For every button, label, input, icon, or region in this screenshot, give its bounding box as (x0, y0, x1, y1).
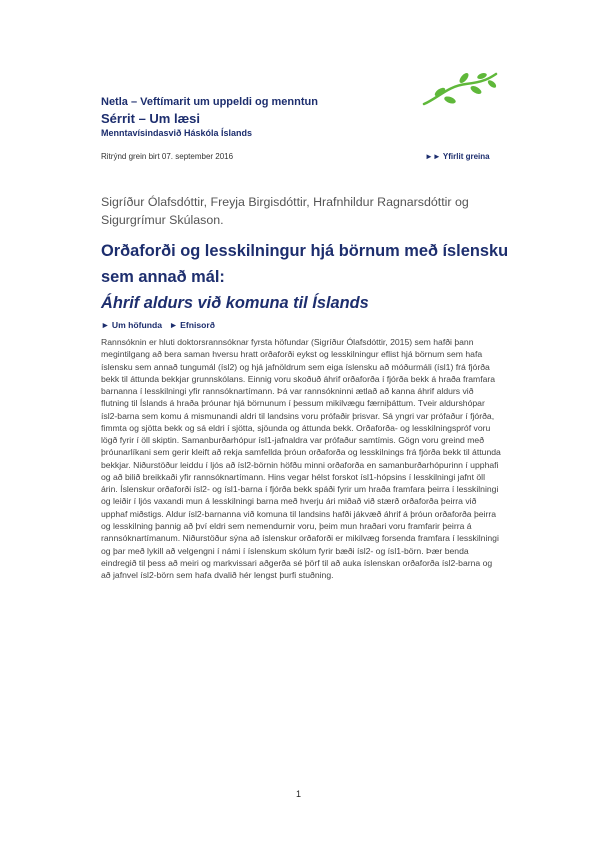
journal-title: Netla – Veftímarit um uppeldi og menntun (101, 96, 318, 108)
article-authors: Sigríður Ólafsdóttir, Freyja Birgisdóttir, Hrafnhildur Ragnarsdóttir og Sigurgrímur Skúlason. (101, 195, 469, 227)
article-overview-link[interactable]: ►► Yfirlit greina (425, 152, 490, 161)
article-title (101, 238, 521, 316)
article-nav (101, 320, 215, 330)
article-title-main: Orðaforði og lesskilningur hjá börnum með íslensku sem annað mál: (101, 242, 509, 286)
institution-name: Menntavísindasvið Háskóla Íslands (101, 128, 253, 138)
article-subtitle: Áhrif aldurs við komuna til Íslands (101, 294, 369, 312)
publication-date: Ritrýnd grein birt 07. september 2016 (101, 152, 234, 161)
article-abstract: Rannsóknin er hluti doktorsrannsóknar fyrsta höfundar (Sigríður Ólafsdóttir, 2015) sem hafði þann megintilgang að bera saman hversu hratt orðaforði eykst og lesskilningur eflist hjá börnum sem hafa íslensku sem annað tungumál (ísl2) og hjá jafnöldrum sem eiga íslensku að móðurmáli (ísl1) frá fjórða bekk til áttunda bekkjar grunnskólans. Einnig voru skoðuð áhrif orðaforða í fjórða bekk á hraða framfara barnanna í lesskilningi yfir rannsóknartímann. Þá var rannsókninni ætlað að kanna áhrif aldurs við flutning til Íslands á hraða þróunar hjá börnunum í þessum mikilvægu færniþáttum. Tveir aldurshópar ísl2-barna sem komu á mismunandi aldri til landsins voru prófaðir þrisvar. Sá yngri var prófaður í fjórða, fimmta og sjötta bekk og sá eldri í sjötta, sjöunda og áttunda bekk. Orðaforða- og lesskilningspróf voru lögð fyrir í öll skiptin. Samanburðarhópur ísl1-jafnaldra var prófaður samtímis. Gögn voru greind með þróunarlíkani sem gerir kleift að rekja samfellda þróun orðaforða og lesskilnings frá fjórða bekk til áttunda bekkjar. Niðurstöður leiddu í ljós að ísl2-börnin höfðu minni orðaforða en samanburðarhópurinn í upphafi og að bilið breikkaði yfir rannsóknartímann. Hins vegar hélst forskot ísl1-hópsins í lesskilningi jafnt öll árin. Íslenskur orðaforði ísl2- og ísl1-barna í fjórða bekk spáði fyrir um hraða framfara þeirra í lesskilningi og leiðir í ljós vaxandi mun á lesskilningi barna með hverju ári miðað við stærð orðaforða þeirra við upphaf miðstigs. Aldur ísl2-barnanna við komuna til landsins hafði jákvæð áhrif á þróun orðaforða þeirra og lesskilning þannig að því eldri sem nemendurnir voru, þeim mun hraðari voru framfarir þeirra á rannsóknartímanum. Niðurstöður sýna að íslenskur orðaforði er mikilvæg forsenda framfara í lesskilningi og þar með lykill að velgengni í námi í íslenskum skólum fyrir bæði ísl2- og ísl1-börn. Þær benda eindregið til þess að meiri og markvissari aðgerða sé þörf til að auka íslenskan orðaforða ísl2-barna og að jafnvel ísl2-börn sem hafa dvalið hér lengst þurfi stuðning. (101, 337, 501, 581)
sprout-logo-icon (420, 70, 500, 110)
special-issue-title: Sérrit – Um læsi (101, 111, 200, 126)
about-authors-link[interactable]: ► Um höfunda (101, 320, 163, 330)
contents-link[interactable]: ► Efnisorð (169, 320, 215, 330)
page-number: 1 (296, 789, 302, 799)
